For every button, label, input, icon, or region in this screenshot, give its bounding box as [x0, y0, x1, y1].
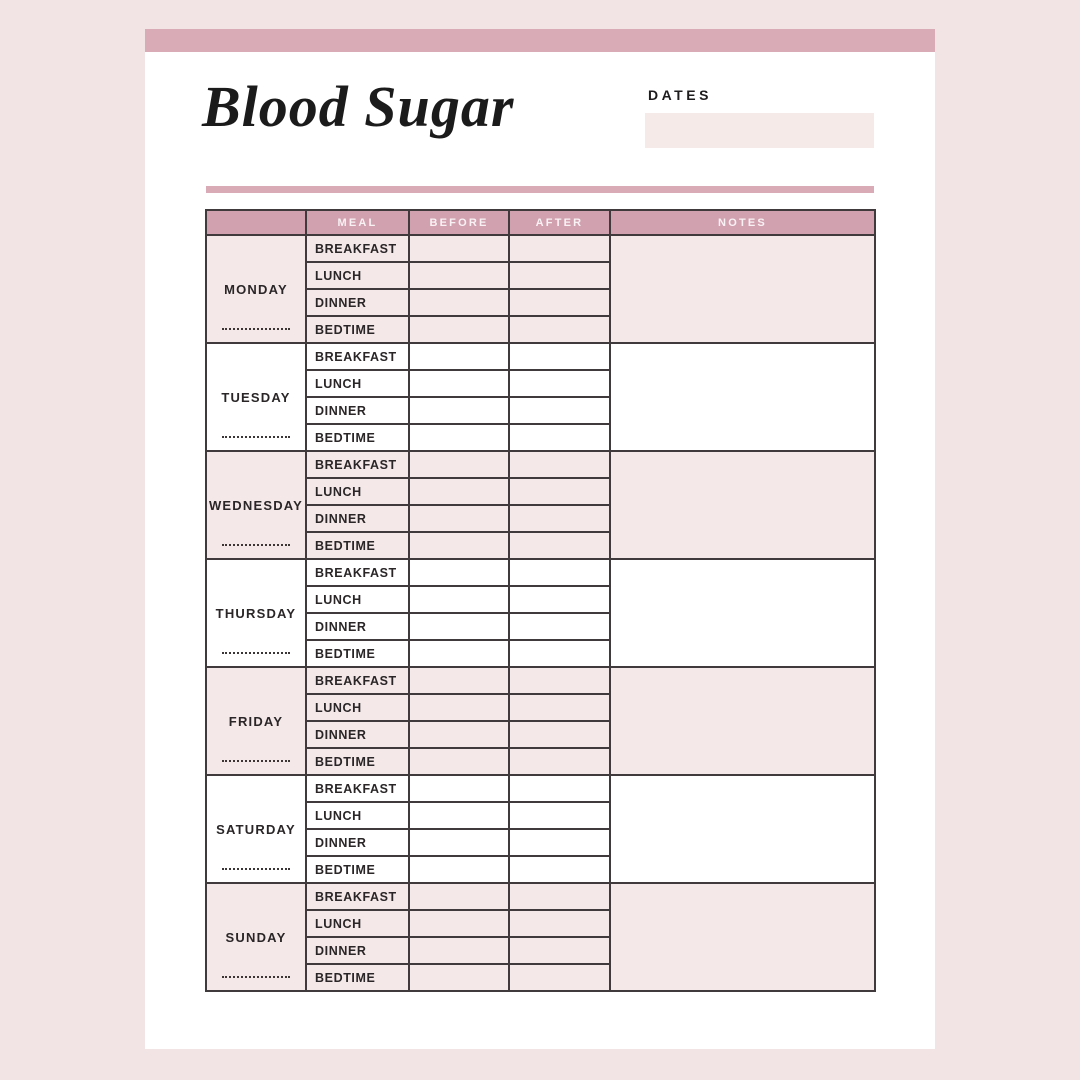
after-entry-cell[interactable]	[509, 370, 610, 397]
after-entry-cell[interactable]	[509, 856, 610, 883]
table-body	[206, 235, 875, 991]
meal-label: BREAKFAST	[306, 559, 409, 586]
after-entry-cell[interactable]	[509, 667, 610, 694]
after-entry-cell[interactable]	[509, 883, 610, 910]
after-entry-cell[interactable]	[509, 775, 610, 802]
after-entry-cell[interactable]	[509, 262, 610, 289]
after-entry-cell[interactable]	[509, 316, 610, 343]
before-entry-cell[interactable]	[409, 424, 509, 451]
day-cell-sunday	[206, 883, 306, 991]
after-entry-cell[interactable]	[509, 586, 610, 613]
notes-cell[interactable]	[610, 775, 875, 883]
day-cell-monday	[206, 235, 306, 343]
day-cell-saturday	[206, 775, 306, 883]
header-after: AFTER	[509, 210, 610, 235]
meal-label: LUNCH	[306, 262, 409, 289]
after-entry-cell[interactable]	[509, 343, 610, 370]
after-entry-cell[interactable]	[509, 748, 610, 775]
before-entry-cell[interactable]	[409, 478, 509, 505]
meal-label: LUNCH	[306, 586, 409, 613]
meal-label: LUNCH	[306, 694, 409, 721]
table-row	[206, 775, 875, 802]
page-title: Blood Sugar	[202, 74, 515, 139]
before-entry-cell[interactable]	[409, 829, 509, 856]
after-entry-cell[interactable]	[509, 451, 610, 478]
before-entry-cell[interactable]	[409, 613, 509, 640]
meal-label: BEDTIME	[306, 640, 409, 667]
before-entry-cell[interactable]	[409, 883, 509, 910]
date-dotted-line[interactable]	[222, 652, 291, 654]
meal-label: BEDTIME	[306, 964, 409, 991]
header-before: BEFORE	[409, 210, 509, 235]
day-cell-tuesday	[206, 343, 306, 451]
before-entry-cell[interactable]	[409, 721, 509, 748]
meal-label: DINNER	[306, 613, 409, 640]
meal-label: DINNER	[306, 397, 409, 424]
after-entry-cell[interactable]	[509, 505, 610, 532]
day-cell-wednesday	[206, 451, 306, 559]
after-entry-cell[interactable]	[509, 397, 610, 424]
after-entry-cell[interactable]	[509, 721, 610, 748]
meal-label: DINNER	[306, 937, 409, 964]
after-entry-cell[interactable]	[509, 532, 610, 559]
before-entry-cell[interactable]	[409, 343, 509, 370]
before-entry-cell[interactable]	[409, 316, 509, 343]
meal-label: BEDTIME	[306, 532, 409, 559]
after-entry-cell[interactable]	[509, 802, 610, 829]
before-entry-cell[interactable]	[409, 640, 509, 667]
before-entry-cell[interactable]	[409, 802, 509, 829]
day-label: WEDNESDAY	[208, 497, 304, 513]
table-row	[206, 451, 875, 478]
meal-label: LUNCH	[306, 802, 409, 829]
meal-label: BREAKFAST	[306, 883, 409, 910]
document-page	[145, 29, 935, 1049]
before-entry-cell[interactable]	[409, 397, 509, 424]
meal-label: BREAKFAST	[306, 235, 409, 262]
meal-label: DINNER	[306, 829, 409, 856]
before-entry-cell[interactable]	[409, 532, 509, 559]
after-entry-cell[interactable]	[509, 694, 610, 721]
meal-label: LUNCH	[306, 370, 409, 397]
before-entry-cell[interactable]	[409, 262, 509, 289]
before-entry-cell[interactable]	[409, 694, 509, 721]
before-entry-cell[interactable]	[409, 748, 509, 775]
day-cell-thursday	[206, 559, 306, 667]
meal-label: DINNER	[306, 289, 409, 316]
table-row	[206, 559, 875, 586]
notes-cell[interactable]	[610, 883, 875, 991]
before-entry-cell[interactable]	[409, 289, 509, 316]
day-cell-friday	[206, 667, 306, 775]
table-row	[206, 667, 875, 694]
meal-label: LUNCH	[306, 478, 409, 505]
after-entry-cell[interactable]	[509, 613, 610, 640]
blood-sugar-table	[205, 209, 876, 992]
dates-label: DATES	[648, 87, 712, 103]
date-dotted-line[interactable]	[222, 868, 291, 870]
before-entry-cell[interactable]	[409, 910, 509, 937]
before-entry-cell[interactable]	[409, 775, 509, 802]
notes-cell[interactable]	[610, 235, 875, 343]
top-banner	[145, 29, 935, 52]
notes-cell[interactable]	[610, 451, 875, 559]
before-entry-cell[interactable]	[409, 586, 509, 613]
header-day-column	[206, 210, 306, 235]
day-label: TUESDAY	[221, 389, 291, 405]
before-entry-cell[interactable]	[409, 451, 509, 478]
before-entry-cell[interactable]	[409, 964, 509, 991]
after-entry-cell[interactable]	[509, 964, 610, 991]
before-entry-cell[interactable]	[409, 370, 509, 397]
before-entry-cell[interactable]	[409, 505, 509, 532]
day-label: THURSDAY	[215, 605, 297, 621]
header-notes: NOTES	[610, 210, 875, 235]
notes-cell[interactable]	[610, 343, 875, 451]
meal-label: DINNER	[306, 721, 409, 748]
notes-cell[interactable]	[610, 667, 875, 775]
meal-label: BEDTIME	[306, 424, 409, 451]
day-label: SUNDAY	[225, 929, 287, 945]
after-entry-cell[interactable]	[509, 937, 610, 964]
meal-label: LUNCH	[306, 910, 409, 937]
meal-label: BREAKFAST	[306, 451, 409, 478]
day-label: SATURDAY	[216, 821, 296, 837]
meal-label: DINNER	[306, 505, 409, 532]
after-entry-cell[interactable]	[509, 640, 610, 667]
notes-cell[interactable]	[610, 559, 875, 667]
after-entry-cell[interactable]	[509, 829, 610, 856]
date-dotted-line[interactable]	[222, 544, 291, 546]
date-dotted-line[interactable]	[222, 760, 291, 762]
before-entry-cell[interactable]	[409, 667, 509, 694]
meal-label: BEDTIME	[306, 748, 409, 775]
header-meal: MEAL	[306, 210, 409, 235]
table-row	[206, 883, 875, 910]
meal-label: BREAKFAST	[306, 775, 409, 802]
before-entry-cell[interactable]	[409, 235, 509, 262]
after-entry-cell[interactable]	[509, 235, 610, 262]
date-dotted-line[interactable]	[222, 436, 291, 438]
after-entry-cell[interactable]	[509, 289, 610, 316]
day-label: FRIDAY	[228, 713, 284, 729]
dates-input[interactable]	[645, 113, 874, 148]
table-row	[206, 343, 875, 370]
date-dotted-line[interactable]	[222, 328, 291, 330]
table-header-row	[206, 210, 875, 235]
after-entry-cell[interactable]	[509, 559, 610, 586]
table-row	[206, 235, 875, 262]
day-label: MONDAY	[224, 281, 288, 297]
meal-label: BEDTIME	[306, 856, 409, 883]
meal-label: BREAKFAST	[306, 343, 409, 370]
before-entry-cell[interactable]	[409, 937, 509, 964]
date-dotted-line[interactable]	[222, 976, 291, 978]
meal-label: BEDTIME	[306, 316, 409, 343]
after-entry-cell[interactable]	[509, 478, 610, 505]
title-divider	[206, 186, 874, 193]
before-entry-cell[interactable]	[409, 559, 509, 586]
after-entry-cell[interactable]	[509, 424, 610, 451]
before-entry-cell[interactable]	[409, 856, 509, 883]
meal-label: BREAKFAST	[306, 667, 409, 694]
after-entry-cell[interactable]	[509, 910, 610, 937]
